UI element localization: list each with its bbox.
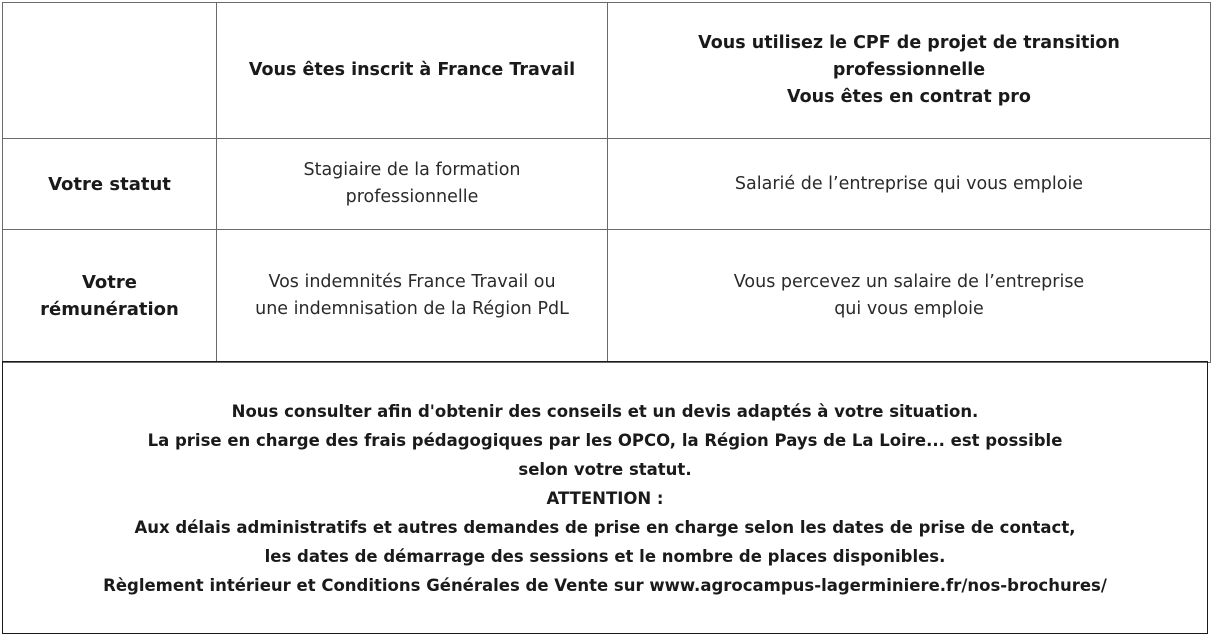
notice-line-reglement: Règlement intérieur et Conditions Générales de Vente sur www.agrocampus-lagerminiere.fr/nos-brochures/: [103, 576, 1107, 595]
cell-statut-france-travail: [217, 139, 608, 230]
funding-table: [2, 2, 1211, 363]
notice-line-delais: Aux délais administratifs et autres demandes de prise en charge selon les dates de prise de contact,: [134, 518, 1076, 537]
header-cpf-contrat-pro: [608, 3, 1211, 139]
notice-line-dates: les dates de démarrage des sessions et le nombre de places disponibles.: [264, 547, 946, 566]
cell-remuneration-cpf: [608, 230, 1211, 363]
cell-statut-cpf: [608, 139, 1211, 230]
notice-line-attention: ATTENTION :: [546, 489, 664, 508]
cell-statut-ft-line2: professionnelle: [345, 187, 479, 207]
table-row-remuneration: [3, 230, 1211, 363]
cell-remun-ft-line2: une indemnisation de la Région PdL: [255, 299, 569, 319]
header-cpf-line3: Vous êtes en contrat pro: [787, 87, 1031, 107]
cell-remuneration-france-travail: [217, 230, 608, 363]
notice-box: [2, 361, 1208, 634]
header-cpf-line2: professionnelle: [832, 60, 986, 80]
header-france-travail-text: Vous êtes inscrit à France Travail: [248, 60, 576, 80]
cell-remun-cpf-line1: Vous percevez un salaire de l’entreprise: [733, 272, 1085, 292]
table-row-statut: [3, 139, 1211, 230]
header-france-travail: [217, 3, 608, 139]
corner-cell: [3, 3, 217, 139]
row-label-statut-text: Votre statut: [48, 173, 171, 195]
row-label-statut: [3, 139, 217, 230]
row-label-remuneration-line2: rémunération: [40, 299, 179, 320]
cell-remun-cpf-line2: qui vous emploie: [834, 299, 984, 319]
row-label-remuneration-line1: Votre: [81, 272, 137, 293]
notice-line-prise-en-charge: La prise en charge des frais pédagogiques par les OPCO, la Région Pays de La Loire... est possible: [147, 431, 1063, 450]
header-cpf-line1: Vous utilisez le CPF de projet de transition: [698, 33, 1120, 53]
cell-statut-cpf-text: Salarié de l’entreprise qui vous emploie: [734, 173, 1084, 194]
notice-line-consult: Nous consulter afin d'obtenir des conseils et un devis adaptés à votre situation.: [231, 402, 979, 421]
cell-remun-ft-line1: Vos indemnités France Travail ou: [268, 272, 556, 292]
table-header-row: [3, 3, 1211, 139]
row-label-remuneration: [3, 230, 217, 363]
cell-statut-ft-line1: Stagiaire de la formation: [303, 160, 521, 180]
notice-line-statut: selon votre statut.: [518, 460, 692, 479]
